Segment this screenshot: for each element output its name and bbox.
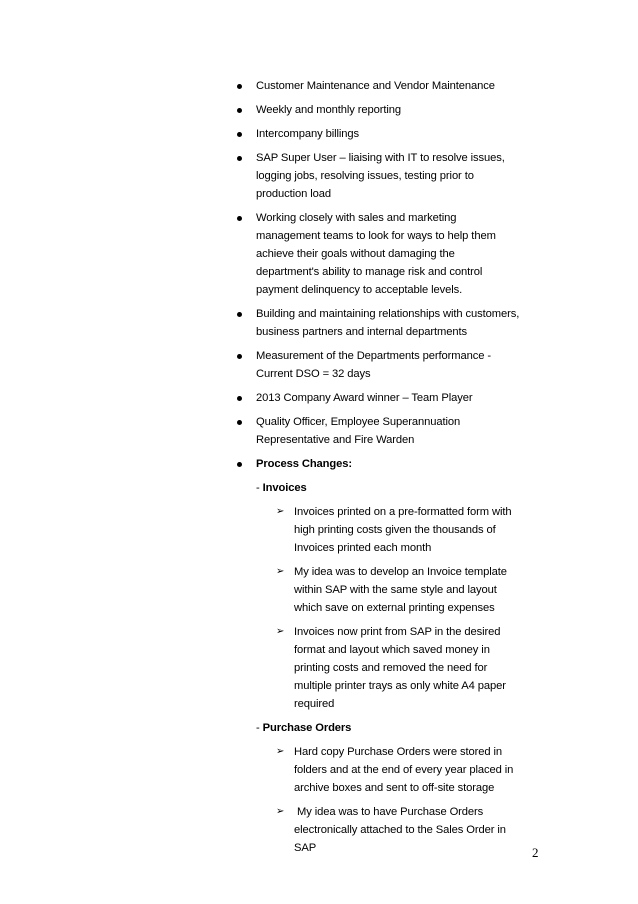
bullet-item <box>236 413 536 449</box>
process-changes-heading: Process Changes: <box>256 458 353 470</box>
bullet-icon <box>237 108 242 113</box>
bullet-line: Working closely with sales and marketing <box>256 212 457 224</box>
arrow-item-line: within SAP with the same style and layout <box>294 584 497 596</box>
bullet-line: Quality Officer, Employee Superannuation <box>256 416 461 428</box>
bullet-icon <box>237 354 242 359</box>
arrow-item-line: high printing costs given the thousands of <box>294 524 496 536</box>
bullet-item <box>236 125 536 143</box>
bullet-icon <box>237 420 242 425</box>
bullet-item <box>236 101 536 119</box>
arrow-item-line: Invoices now print from SAP in the desired <box>294 626 501 638</box>
process-changes-item <box>236 455 536 857</box>
arrow-item-line: Invoices printed on a pre-formatted form with <box>294 506 512 518</box>
bullet-icon <box>237 462 242 467</box>
bullet-line: Measurement of the Departments performance - <box>256 350 491 362</box>
bullet-item <box>236 149 536 203</box>
bullet-line: 2013 Company Award winner – Team Player <box>256 392 473 404</box>
subheading-dash: - <box>256 482 263 494</box>
arrow-item-line: format and layout which saved money in <box>294 644 490 656</box>
arrow-list-item <box>276 743 536 797</box>
arrow-item-line: Invoices printed each month <box>294 542 432 554</box>
bullet-icon <box>237 312 242 317</box>
bullet-line: Current DSO = 32 days <box>256 368 371 380</box>
purchase-orders-list <box>256 743 536 857</box>
arrow-item-line: archive boxes and sent to off-site storage <box>294 782 495 794</box>
invoices-list <box>256 503 536 713</box>
arrow-item-line: folders and at the end of every year placed in <box>294 764 514 776</box>
bullet-line: business partners and internal departments <box>256 326 467 338</box>
bullet-icon <box>237 216 242 221</box>
arrow-list-item <box>276 803 536 857</box>
bullet-list <box>236 77 536 857</box>
bullet-line: achieve their goals without damaging the <box>256 248 455 260</box>
invoices-label: Invoices <box>262 482 307 494</box>
arrow-bullet-icon: ➢ <box>276 626 285 637</box>
bullet-line: Intercompany billings <box>256 128 359 140</box>
bullet-item <box>236 347 536 383</box>
arrow-list-item <box>276 623 536 713</box>
arrow-bullet-icon: ➢ <box>276 806 285 817</box>
bullet-line: Weekly and monthly reporting <box>256 104 401 116</box>
arrow-item-line: which save on external printing expenses <box>294 602 495 614</box>
bullet-icon <box>237 84 242 89</box>
arrow-bullet-icon: ➢ <box>276 506 285 517</box>
subheading-dash: - <box>256 722 263 734</box>
bullet-line: logging jobs, resolving issues, testing prior to <box>256 170 474 182</box>
arrow-list-item <box>276 563 536 617</box>
bullet-line: production load <box>256 188 332 200</box>
purchase-orders-subheading <box>256 719 536 737</box>
bullet-line: SAP Super User – liaising with IT to resolve issues, <box>256 152 505 164</box>
arrow-item-line: My idea was to develop an Invoice template <box>294 566 507 578</box>
bullet-line: Building and maintaining relationships with customers, <box>256 308 520 320</box>
arrow-item-line: SAP <box>294 842 317 854</box>
arrow-item-line: My idea was to have Purchase Orders <box>294 806 484 818</box>
page-content <box>236 77 536 863</box>
bullet-line: department's ability to manage risk and control <box>256 266 483 278</box>
arrow-item-line: Hard copy Purchase Orders were stored in <box>294 746 503 758</box>
bullet-line: payment delinquency to acceptable levels. <box>256 284 463 296</box>
arrow-bullet-icon: ➢ <box>276 746 285 757</box>
purchase-orders-label: Purchase Orders <box>262 722 352 734</box>
arrow-item-line: multiple printer trays as only white A4 paper <box>294 680 506 692</box>
bullet-line: Customer Maintenance and Vendor Maintenance <box>256 80 495 92</box>
invoices-subheading <box>256 479 536 497</box>
bullet-line: Representative and Fire Warden <box>256 434 415 446</box>
bullet-item <box>236 209 536 299</box>
bullet-item <box>236 389 536 407</box>
bullet-icon <box>237 156 242 161</box>
arrow-item-line: printing costs and removed the need for <box>294 662 488 674</box>
arrow-item-line: electronically attached to the Sales Order in <box>294 824 506 836</box>
arrow-bullet-icon: ➢ <box>276 566 285 577</box>
bullet-item <box>236 77 536 95</box>
bullet-icon <box>237 132 242 137</box>
arrow-item-line: required <box>294 698 335 710</box>
bullet-icon <box>237 396 242 401</box>
arrow-list-item <box>276 503 536 557</box>
bullet-item <box>236 305 536 341</box>
bullet-line: management teams to look for ways to help them <box>256 230 496 242</box>
page-number: 2 <box>532 845 539 860</box>
